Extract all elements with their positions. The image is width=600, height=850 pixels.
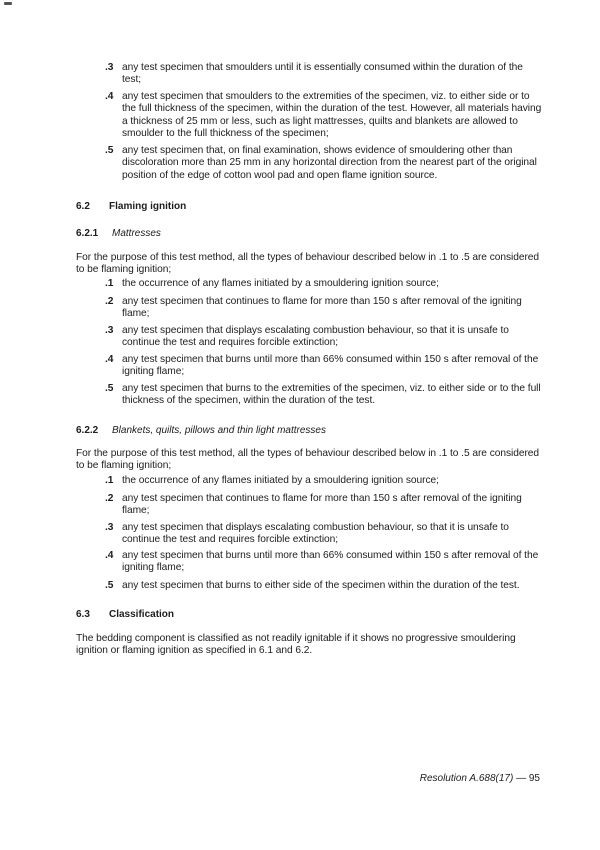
subsection-title: Mattresses xyxy=(112,228,161,239)
section-number: 6.2 xyxy=(76,201,90,212)
list-item xyxy=(105,354,542,379)
item-text: any test specimen that smoulders until it is essentially consumed within the duration of the test; xyxy=(122,62,523,86)
item-text: any test specimen that displays escalating combustion behaviour, so that it is unsafe to continue the test and requires forcible extinction; xyxy=(122,522,509,546)
item-text: the occurrence of any flames initiated by a smouldering ignition source; xyxy=(122,475,439,486)
item-text: any test specimen that burns until more than 66% consumed within 150 s after removal of the igniting flame; xyxy=(122,354,539,378)
item-number: .1 xyxy=(105,278,114,289)
section-heading xyxy=(76,201,186,212)
list-item xyxy=(105,296,542,321)
item-number: .4 xyxy=(105,91,114,102)
list-item xyxy=(105,62,542,87)
list-item xyxy=(105,383,542,408)
item-number: .3 xyxy=(105,62,114,73)
subsection-title: Blankets, quilts, pillows and thin light mattresses xyxy=(112,425,326,436)
page-footer xyxy=(420,773,540,784)
item-text: any test specimen that continues to flame for more than 150 s after removal of the igniting flame; xyxy=(122,493,522,517)
intro-paragraph: For the purpose of this test method, all the types of behaviour described below in .1 to .5 are considered to be flaming ignition; xyxy=(76,448,540,472)
list-item xyxy=(105,493,542,518)
list-item xyxy=(105,580,542,592)
item-text: any test specimen that continues to flame for more than 150 s after removal of the igniting flame; xyxy=(122,296,522,320)
subsection-heading xyxy=(76,228,161,239)
item-number: .4 xyxy=(105,354,114,365)
resolution-reference: Resolution A.688(17) xyxy=(419,773,514,784)
section-title: Flaming ignition xyxy=(109,201,187,212)
item-number: .5 xyxy=(105,580,114,591)
list-item xyxy=(105,475,542,487)
section-heading xyxy=(76,609,174,620)
item-number: .3 xyxy=(105,325,114,336)
scan-mark xyxy=(4,2,12,5)
item-number: .2 xyxy=(105,493,114,504)
section-number: 6.3 xyxy=(76,609,90,620)
list-item xyxy=(105,278,542,290)
intro-paragraph: For the purpose of this test method, all the types of behaviour described below in .1 to .5 are considered to be flaming ignition; xyxy=(76,252,540,276)
subsection-number: 6.2.1 xyxy=(76,228,99,239)
item-number: .5 xyxy=(105,383,114,394)
list-item xyxy=(105,145,542,182)
item-number: .1 xyxy=(105,475,114,486)
item-text: any test specimen that smoulders to the extremities of the specimen, viz. to either side or to the full thickness of the specimen, within the duration of the test. However, all materials having a thickness of 25 mm or less, such as light mattresses, quilts and blankets are allowed to smoulder to the full thickness of the specimen; xyxy=(122,91,542,140)
list-item xyxy=(105,550,542,575)
item-text: any test specimen that burns until more than 66% consumed within 150 s after removal of the igniting flame; xyxy=(122,550,539,574)
page-number: 95 xyxy=(528,773,540,784)
subsection-heading xyxy=(76,425,326,436)
classification-paragraph: The bedding component is classified as not readily ignitable if it shows no progressive smouldering ignition or flaming ignition as specified in 6.1 and 6.2. xyxy=(76,633,516,657)
list-item xyxy=(105,91,542,141)
footer-dash: — xyxy=(516,773,527,784)
item-number: .2 xyxy=(105,296,114,307)
item-number: .4 xyxy=(105,550,114,561)
list-item xyxy=(105,325,542,350)
item-text: the occurrence of any flames initiated by a smouldering ignition source; xyxy=(122,278,439,289)
item-number: .3 xyxy=(105,522,114,533)
item-number: .5 xyxy=(105,145,114,156)
list-item xyxy=(105,522,542,547)
section-title: Classification xyxy=(109,609,175,620)
item-text: any test specimen that burns to either side of the specimen within the duration of the test. xyxy=(122,580,520,591)
item-text: any test specimen that displays escalating combustion behaviour, so that it is unsafe to continue the test and requires forcible extinction; xyxy=(122,325,509,349)
item-text: any test specimen that burns to the extremities of the specimen, viz. to either side or to the full thickness of the specimen, within the duration of the test. xyxy=(122,383,541,407)
item-text: any test specimen that, on final examination, shows evidence of smouldering other than discoloration more than 25 mm in any horizontal direction from the nearest part of the original position of the edge of cotton wool pad and open flame ignition source. xyxy=(122,145,537,181)
subsection-number: 6.2.2 xyxy=(76,425,99,436)
